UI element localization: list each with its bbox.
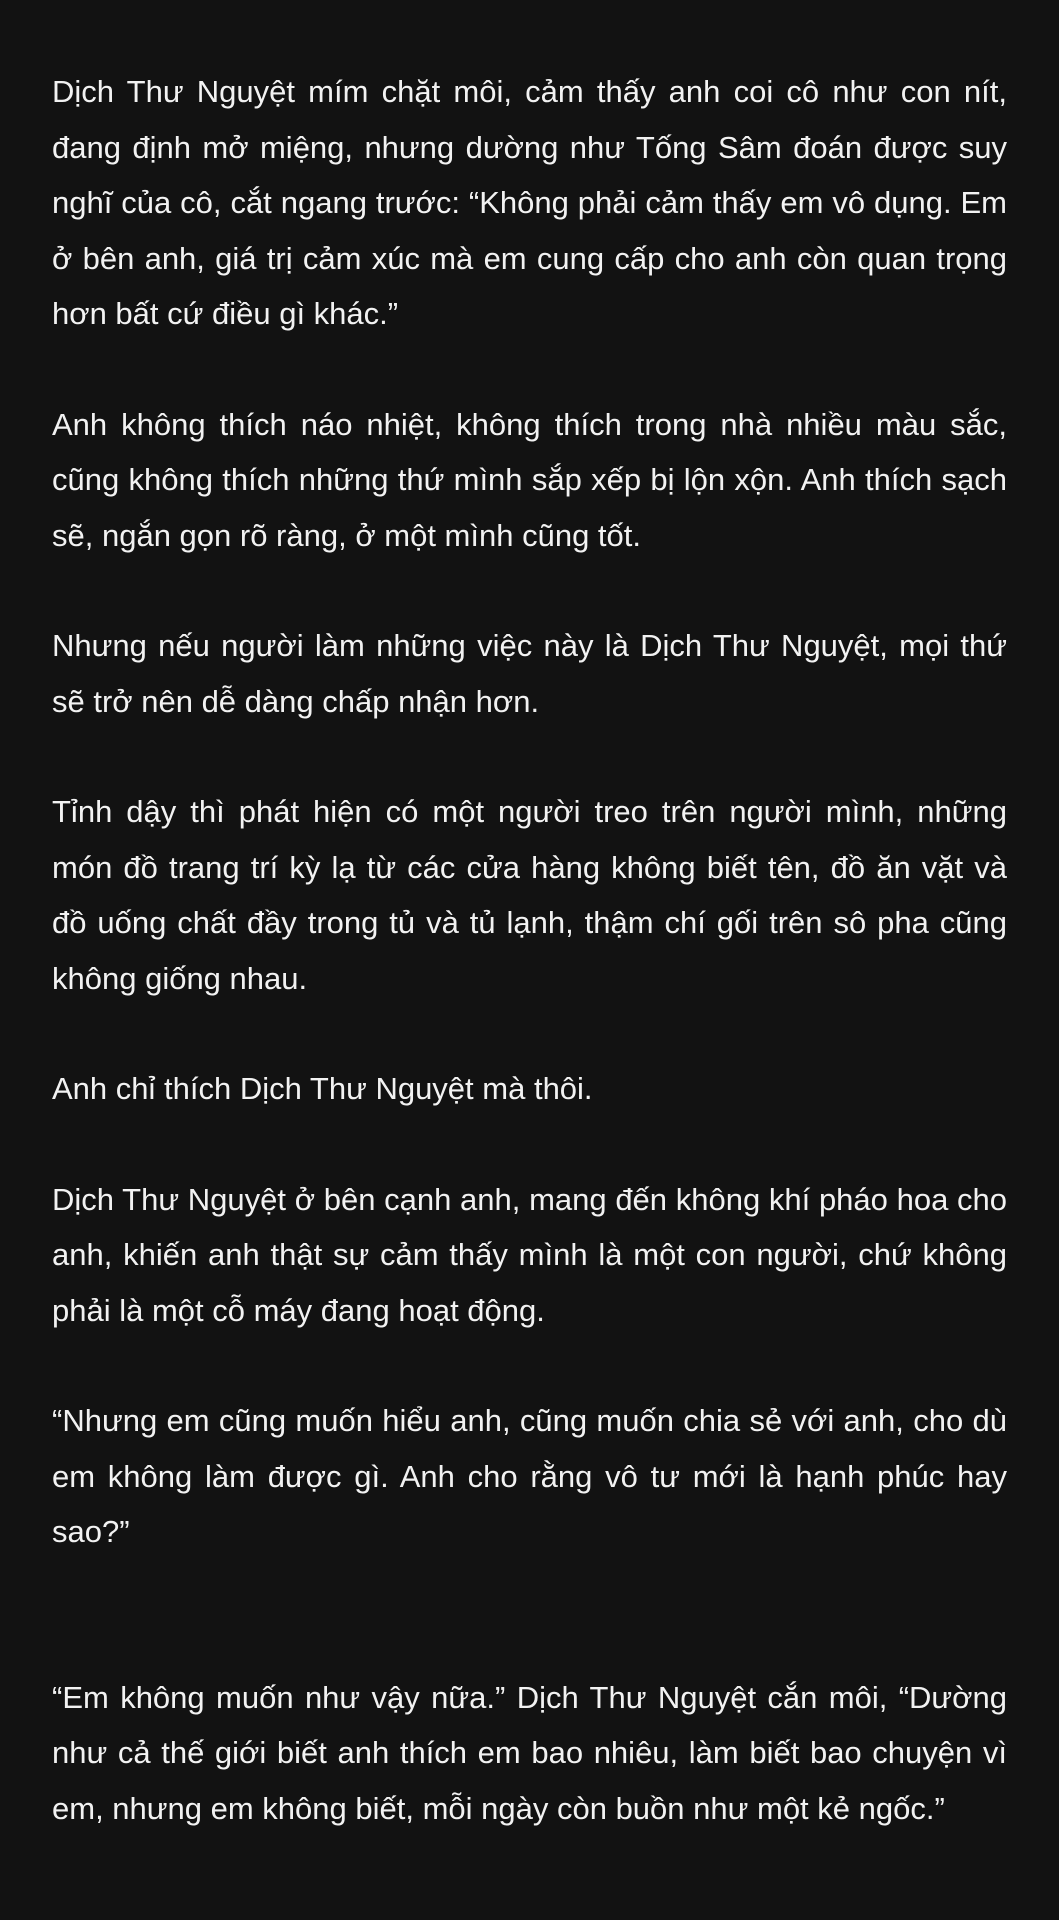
- paragraph-4: Tỉnh dậy thì phát hiện có một người treo trên người mình, những món đồ trang trí kỳ lạ từ các cửa hàng không biết tên, đồ ăn vặt và đồ uống chất đầy trong tủ và tủ lạnh, thậm chí gối trên sô pha cũng không giống nhau.: [52, 794, 1007, 996]
- paragraph-2: Anh không thích náo nhiệt, không thích trong nhà nhiều màu sắc, cũng không thích những thứ mình sắp xếp bị lộn xộn. Anh thích sạch sẽ, ngắn gọn rõ ràng, ở một mình cũng tốt.: [52, 406, 1007, 553]
- paragraph-1: Dịch Thư Nguyệt mím chặt môi, cảm thấy anh coi cô như con nít, đang định mở miệng, nhưng dường như Tống Sâm đoán được suy nghĩ của cô, cắt ngang trước: “Không phải cảm thấy em vô dụng. Em ở bên anh, giá trị cảm xúc mà em cung cấp cho anh còn quan trọng hơn bất cứ điều gì khác.”: [52, 74, 1007, 331]
- paragraph-5: Anh chỉ thích Dịch Thư Nguyệt mà thôi.: [52, 1071, 593, 1106]
- paragraph-3: Nhưng nếu người làm những việc này là Dịch Thư Nguyệt, mọi thứ sẽ trở nên dễ dàng chấp nhận hơn.: [52, 628, 1007, 719]
- paragraph-7: “Nhưng em cũng muốn hiểu anh, cũng muốn chia sẻ với anh, cho dù em không làm được gì. Anh cho rằng vô tư mới là hạnh phúc hay sao?”: [52, 1403, 1007, 1549]
- paragraph-6: Dịch Thư Nguyệt ở bên cạnh anh, mang đến không khí pháo hoa cho anh, khiến anh thật sự cảm thấy mình là một con người, chứ không phải là một cỗ máy đang hoạt động.: [52, 1181, 1007, 1328]
- paragraph-8: “Em không muốn như vậy nữa.” Dịch Thư Nguyệt cắn môi, “Dường như cả thế giới biết anh thích em bao nhiêu, làm biết bao chuyện vì em, nhưng em không biết, mỗi ngày còn buồn như một kẻ ngốc.”: [52, 1679, 1007, 1826]
